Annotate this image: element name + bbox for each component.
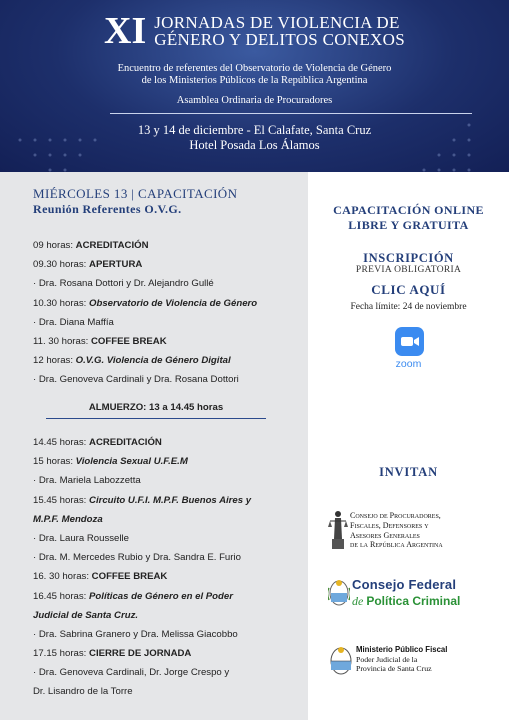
agenda-time: 15.45 horas: bbox=[33, 494, 90, 506]
event-subtitle-line1: Encuentro de referentes del Observatorio de Violencia de Género bbox=[117, 63, 392, 74]
agenda-item bbox=[33, 370, 298, 389]
video-camera-icon[interactable] bbox=[395, 327, 424, 356]
agenda-item bbox=[33, 274, 298, 293]
event-title bbox=[0, 12, 509, 50]
agenda-label: Circuito U.F.I. M.P.F. Buenos Aires y bbox=[89, 494, 252, 506]
day-subtitle: Reunión Referentes O.V.G. bbox=[33, 202, 182, 216]
event-title-line2: GÉNERO Y DELITOS CONEXOS bbox=[154, 30, 405, 49]
coat-of-arms-icon bbox=[328, 644, 354, 676]
agenda-time: 12 horas: bbox=[33, 355, 76, 367]
agenda-time: 16.45 horas: bbox=[33, 590, 90, 602]
header-banner bbox=[0, 0, 509, 172]
logo1-line3: Asesores Generales bbox=[350, 530, 420, 540]
logo2-line2 bbox=[352, 594, 460, 609]
event-dates bbox=[0, 123, 509, 153]
agenda-time: 11. 30 horas: bbox=[33, 335, 91, 347]
agenda-item bbox=[33, 529, 298, 548]
agenda-item bbox=[33, 548, 298, 567]
logo3-line2: Poder Judicial de la bbox=[356, 654, 418, 664]
agenda-label: Violencia Sexual U.F.E.M bbox=[75, 456, 188, 468]
logo1-text bbox=[350, 511, 443, 550]
deadline: Fecha límite: 24 de noviembre bbox=[350, 302, 467, 312]
zoom-label: zoom bbox=[395, 358, 422, 370]
logo2-de: de bbox=[352, 594, 367, 608]
coat-of-arms-icon bbox=[328, 576, 350, 610]
agenda-item bbox=[33, 587, 298, 606]
event-title-text bbox=[154, 14, 405, 48]
agenda-label: APERTURA bbox=[89, 259, 143, 271]
consejo-federal-logo bbox=[328, 576, 498, 612]
agenda-item bbox=[33, 236, 298, 255]
registration-heading: INSCRIPCIÓN bbox=[363, 251, 454, 265]
logo3-text bbox=[356, 645, 447, 674]
lunch-break: ALMUERZO: 13 a 14.45 horas bbox=[88, 402, 224, 413]
agenda-time: 09.30 horas: bbox=[33, 259, 90, 271]
agenda-item bbox=[33, 351, 298, 370]
logo3-line3: Provincia de Santa Cruz bbox=[356, 664, 432, 673]
logo2-line1: Consejo Federal bbox=[352, 577, 457, 592]
invitan-heading: INVITAN bbox=[379, 465, 438, 479]
agenda-item bbox=[33, 625, 298, 644]
assembly-line: Asamblea Ordinaria de Procuradores bbox=[176, 95, 333, 106]
agenda-label: · Dra. M. Mercedes Rubio y Dra. Sandra E. Furio bbox=[33, 552, 241, 564]
agenda-time: 17.15 horas: bbox=[33, 648, 90, 660]
agenda-time: 15 horas: bbox=[33, 456, 76, 468]
event-title-line1: JORNADAS DE VIOLENCIA DE bbox=[154, 13, 400, 32]
agenda-item bbox=[33, 433, 298, 452]
afternoon-agenda bbox=[33, 433, 298, 702]
agenda-time: 09 horas: bbox=[33, 240, 76, 251]
agenda-item bbox=[33, 510, 298, 529]
agenda-time: 10.30 horas: bbox=[33, 297, 90, 309]
agenda-label: Dr. Lisandro de la Torre bbox=[33, 686, 133, 698]
agenda-label: Políticas de Género en el Poder bbox=[89, 590, 233, 602]
logo2-line2-text: Política Criminal bbox=[366, 594, 461, 608]
agenda-item bbox=[33, 682, 298, 701]
online-line1: CAPACITACIÓN ONLINE bbox=[333, 203, 484, 217]
header-divider bbox=[110, 113, 472, 114]
venue: Hotel Posada Los Álamos bbox=[189, 138, 320, 152]
agenda-time: 14.45 horas: bbox=[33, 437, 90, 448]
ministerio-publico-logo bbox=[328, 644, 498, 678]
agenda-label: ACREDITACIÓN bbox=[89, 437, 162, 448]
morning-agenda bbox=[33, 236, 298, 390]
logo1-line4: de la República Argentina bbox=[350, 540, 443, 550]
schedule-panel bbox=[0, 172, 308, 720]
agenda-label: Observatorio de Violencia de Género bbox=[89, 297, 258, 309]
dates-location: 13 y 14 de diciembre - El Calafate, Santa Cruz bbox=[137, 123, 372, 137]
consejo-procuradores-logo bbox=[328, 509, 498, 551]
agenda-label: COFFEE BREAK bbox=[90, 335, 167, 347]
agenda-item bbox=[33, 644, 298, 663]
agenda-label: · Dra. Genoveva Cardinali y Dra. Rosana Dottori bbox=[33, 374, 239, 386]
agenda-time: 16. 30 horas: bbox=[33, 571, 92, 583]
agenda-label: M.P.F. Mendoza bbox=[33, 513, 103, 525]
agenda-label: COFFEE BREAK bbox=[91, 571, 168, 583]
info-sidebar bbox=[308, 172, 509, 720]
event-subtitle-line2: de los Ministerios Públicos de la República Argentina bbox=[141, 75, 368, 86]
agenda-item bbox=[33, 606, 298, 625]
agenda-item bbox=[33, 471, 298, 490]
logo3-line1: Ministerio Público Fiscal bbox=[356, 645, 448, 654]
agenda-label: · Dra. Genoveva Cardinali, Dr. Jorge Crespo y bbox=[33, 667, 230, 679]
agenda-label: · Dra. Sabrina Granero y Dra. Melissa Giacobbo bbox=[33, 628, 238, 640]
agenda-item bbox=[33, 332, 298, 351]
justice-statue-icon bbox=[328, 509, 348, 551]
agenda-item bbox=[33, 491, 298, 510]
agenda-label: · Dra. Rosana Dottori y Dr. Alejandro Gullé bbox=[33, 278, 214, 290]
agenda-item bbox=[33, 567, 298, 586]
agenda-label: CIERRE DE JORNADA bbox=[89, 648, 192, 660]
edition-numeral: XI bbox=[104, 10, 147, 52]
agenda-item bbox=[33, 452, 298, 471]
lunch-underline bbox=[46, 418, 266, 419]
agenda-label: ACREDITACIÓN bbox=[75, 240, 149, 251]
agenda-item bbox=[33, 313, 298, 332]
online-line2: LIBRE Y GRATUITA bbox=[348, 218, 469, 232]
agenda-label: Judicial de Santa Cruz. bbox=[33, 609, 139, 621]
agenda-label: O.V.G. Violencia de Género Digital bbox=[75, 355, 231, 367]
logo1-line1: Consejo de Procuradores, bbox=[350, 511, 441, 520]
agenda-label: · Dra. Laura Rousselle bbox=[33, 532, 129, 544]
agenda-label: · Dra. Mariela Labozzetta bbox=[33, 475, 141, 487]
registration-note: PREVIA OBLIGATORIA bbox=[355, 265, 462, 275]
click-here-link[interactable]: CLIC AQUÍ bbox=[371, 282, 446, 297]
event-subtitle bbox=[0, 63, 509, 87]
online-training-heading bbox=[308, 203, 509, 233]
agenda-item bbox=[33, 663, 298, 682]
agenda-label: · Dra. Diana Maffía bbox=[33, 316, 114, 328]
logo1-line2: Fiscales, Defensores y bbox=[350, 520, 429, 530]
agenda-item bbox=[33, 255, 298, 274]
day-title: MIÉRCOLES 13 | CAPACITACIÓN bbox=[33, 186, 238, 201]
agenda-item bbox=[33, 294, 298, 313]
